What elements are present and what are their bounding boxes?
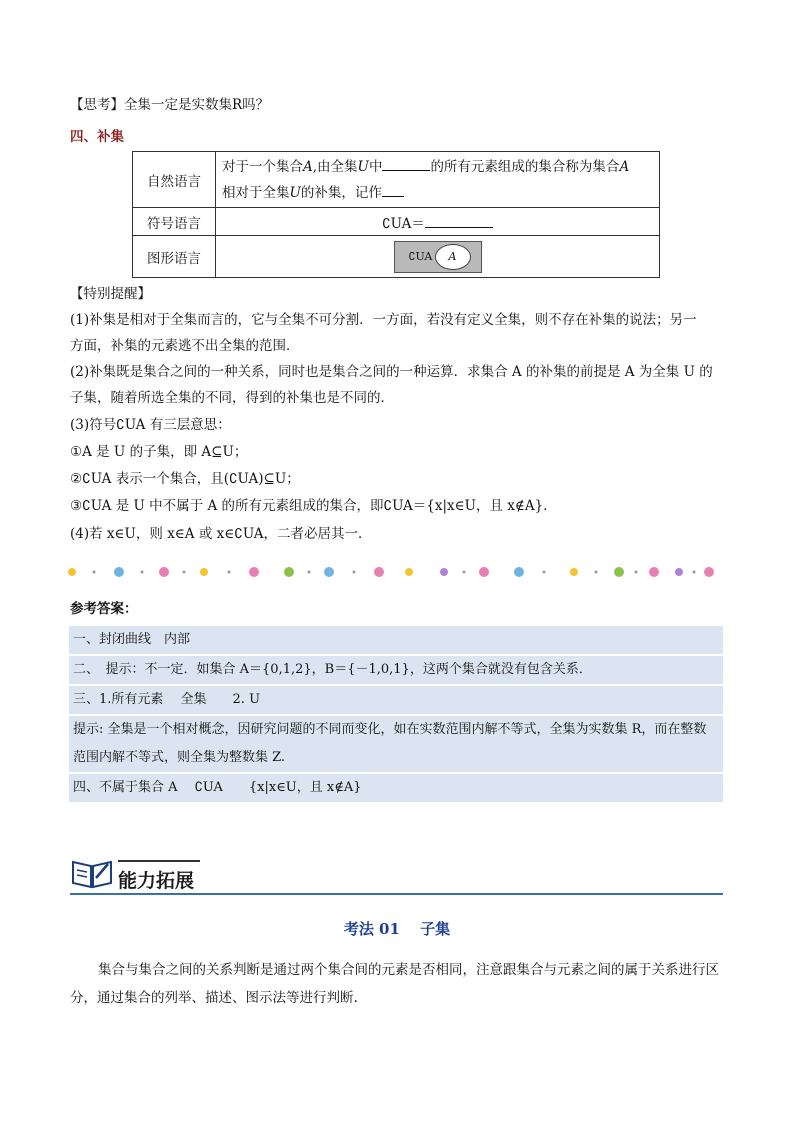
method-title: 考法 01 子集 — [343, 920, 451, 938]
answer-row: 提示: 全集是一个相对概念，因研究问题的不同而变化，如在实数范围内解不等式，全集为实数集 R，而在整数范围内解不等式，则全集为整数集 Z. — [69, 716, 723, 774]
venn-complement-label: ∁UA — [408, 249, 433, 263]
book-icon — [70, 856, 114, 890]
reminder-p3-c: ③∁UA 是 U 中不属于 A 的所有元素组成的集合，即∁UA＝{x|x∈U，且 x∉A}． — [70, 498, 557, 514]
fill-blank — [425, 227, 493, 228]
row-label: 符号语言 — [133, 208, 216, 236]
text-span: 的补集，记作 — [300, 184, 382, 201]
graphic-language-cell — [216, 236, 660, 278]
banner-title: 能力拓展 — [118, 870, 195, 892]
reminder-p2-l1: (2)补集既是集合之间的一种关系，同时也是集合之间的一种运算．求集合 A 的补集的前提是 A 为全集 U 的 — [70, 364, 713, 380]
var-a: A — [303, 158, 313, 175]
var-u: U — [289, 184, 301, 201]
text-span: 对于一个集合 — [222, 158, 303, 175]
text-span: 中 — [368, 158, 383, 175]
reminder-p1-l2: 方面，补集的元素逃不出全集的范围． — [70, 338, 300, 354]
symbol-language-cell — [216, 208, 660, 236]
venn-set-a: A — [435, 244, 471, 270]
reminder-p2-l2: 子集，随着所选全集的不同，得到的补集也是不同的． — [70, 390, 394, 406]
venn-diagram — [394, 241, 482, 273]
definition-table — [132, 151, 660, 278]
butterfly-pattern — [68, 567, 714, 577]
reminder-p3-b: ②∁UA 表示一个集合，且(∁UA)⊆U； — [70, 471, 300, 487]
symbol-text: ∁UA＝ — [382, 215, 425, 232]
reminder-p4: (4)若 x∈U，则 x∈A 或 x∈∁UA，二者必居其一． — [70, 526, 372, 542]
reminder-p1-l1: (1)补集是相对于全集而言的，它与全集不可分割．一方面，若没有定义全集，则不存在补集的说法；另一 — [70, 312, 697, 328]
reminder-p3-a: ①A 是 U 的子集，即 A⊆U； — [70, 444, 248, 460]
fill-blank — [382, 170, 430, 171]
fill-blank — [382, 196, 404, 197]
decorative-divider — [64, 563, 716, 581]
reminder-p3: (3)符号∁UA 有三层意思： — [70, 417, 231, 433]
section-title: 四、补集 — [70, 129, 124, 145]
answer-row: 三、1.所有元素 全集 2. U — [69, 686, 723, 716]
method-paragraph: 集合与集合之间的关系判断是通过两个集合间的元素是否相同，注意跟集合与元素之间的属于关系进行区分，通过集合的列举、描述、图示法等进行判断. — [70, 962, 719, 1006]
text-span: 相对于全集 — [222, 184, 290, 201]
answer-row: 一、封闭曲线 内部 — [69, 626, 723, 656]
text-span: 的所有元素组成的集合称为集合 — [430, 158, 620, 175]
banner-topline — [118, 860, 200, 862]
row-label: 图形语言 — [133, 236, 216, 278]
answers-title: 参考答案： — [70, 601, 138, 617]
var-a: A — [619, 158, 630, 175]
natural-language-cell — [216, 152, 660, 208]
text-span: ,由全集 — [312, 158, 358, 175]
var-u: U — [357, 158, 369, 175]
think-line — [70, 96, 269, 114]
table-row — [133, 208, 660, 236]
think-text: 全集一定是实数集R吗？ — [124, 97, 270, 113]
table-row — [133, 236, 660, 278]
banner-rule — [70, 893, 723, 895]
answer-row: 四、不属于集合 A ∁UA {x|x∈U，且 x∉A} — [69, 774, 723, 804]
answers-box — [69, 626, 723, 804]
think-label: 【思考】 — [70, 97, 124, 113]
table-row — [133, 152, 660, 208]
row-label: 自然语言 — [133, 152, 216, 208]
answer-row: 二、 提示：不一定．如集合 A＝{0,1,2}，B＝{－1,0,1}，这两个集合就没有包含关系． — [69, 656, 723, 686]
reminder-label: 【特别提醒】 — [70, 286, 151, 302]
